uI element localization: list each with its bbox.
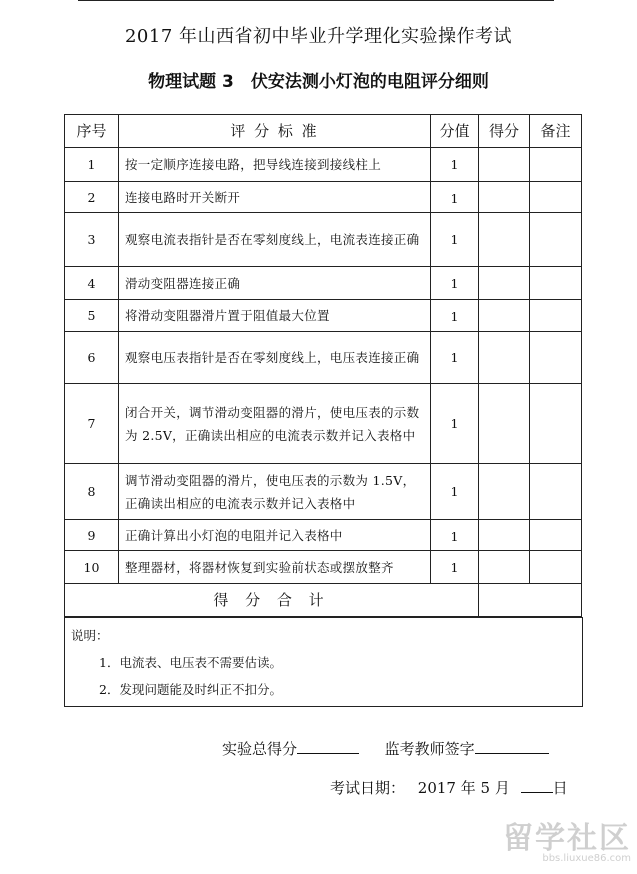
row-criterion: 按一定顺序连接电路，把导线连接到接线柱上 [119,148,431,182]
table-header-row [65,115,582,148]
row-criterion: 观察电压表指针是否在零刻度线上，电压表连接正确 [119,332,431,384]
row-score-cell [479,182,530,213]
notes-label: 说明： [71,628,109,643]
signature-line [222,737,549,759]
row-points: 1 [431,213,479,267]
row-criterion: 正确计算出小灯泡的电阻并记入表格中 [119,520,431,551]
date-day-suffix: 日 [552,779,568,797]
total-row [65,584,582,617]
page-title: 2017 年山西省初中毕业升学理化实验操作考试 [124,26,513,47]
header-points: 分值 [431,115,479,148]
row-points: 1 [431,300,479,332]
row-remarks-cell [530,213,582,267]
row-score-cell [479,384,530,464]
page-subtitle: 物理试题 3 伏安法测小灯泡的电阻评分细则 [148,72,489,92]
total-score-cell [479,584,582,617]
row-number: 10 [65,551,119,584]
table-row [65,332,582,384]
teacher-signature-label: 监考教师签字 [384,740,475,758]
row-number: 2 [65,182,119,213]
watermark [503,813,631,864]
row-number: 8 [65,464,119,520]
row-remarks-cell [530,267,582,300]
row-remarks-cell [530,551,582,584]
row-score-cell [479,464,530,520]
row-score-cell [479,332,530,384]
row-criterion: 闭合开关，调节滑动变阻器的滑片，使电压表的示数为 2.5V，正确读出相应的电流表示数并记入表格中 [119,384,431,464]
row-remarks-cell [530,520,582,551]
header-number: 序号 [65,115,119,148]
row-score-cell [479,267,530,300]
row-number: 6 [65,332,119,384]
row-criterion: 观察电流表指针是否在零刻度线上，电流表连接正确 [119,213,431,267]
table-row [65,213,582,267]
row-points: 1 [431,267,479,300]
table-row [65,148,582,182]
note-item: 2．发现问题能及时纠正不扣分。 [99,682,282,697]
watermark-brand: 留学社区 [503,821,631,856]
table-row [65,267,582,300]
table-row [65,551,582,584]
row-criterion: 滑动变阻器连接正确 [119,267,431,300]
row-score-cell [479,520,530,551]
row-score-cell [479,300,530,332]
row-score-cell [479,148,530,182]
header-score: 得分 [479,115,530,148]
row-criterion: 整理器材，将器材恢复到实验前状态或摆放整齐 [119,551,431,584]
teacher-signature-blank[interactable] [475,737,549,754]
table-row [65,520,582,551]
date-year-month: 2017 年 5 月 [417,779,510,797]
total-label: 得 分 合 计 [65,584,479,617]
row-criterion: 调节滑动变阻器的滑片，使电压表的示数为 1.5V，正确读出相应的电流表示数并记入表格中 [119,464,431,520]
row-remarks-cell [530,464,582,520]
row-points: 1 [431,182,479,213]
row-points: 1 [431,332,479,384]
row-score-cell [479,213,530,267]
row-number: 1 [65,148,119,182]
total-score-blank[interactable] [297,737,359,754]
table-row [65,300,582,332]
notes-section [64,617,583,707]
row-criterion: 将滑动变阻器滑片置于阻值最大位置 [119,300,431,332]
table-row [65,182,582,213]
scoring-table [64,114,582,617]
row-number: 7 [65,384,119,464]
date-day-blank[interactable] [521,776,553,793]
row-remarks-cell [530,182,582,213]
row-remarks-cell [530,384,582,464]
total-score-label: 实验总得分 [222,740,298,758]
row-points: 1 [431,148,479,182]
row-number: 4 [65,267,119,300]
watermark-url: bbs.liuxue86.com [542,853,631,864]
top-rule [78,0,554,1]
exam-date-line [330,776,568,798]
row-remarks-cell [530,300,582,332]
row-number: 5 [65,300,119,332]
header-remarks: 备注 [530,115,582,148]
row-remarks-cell [530,332,582,384]
date-label: 考试日期： [330,779,406,797]
note-item: 1．电流表、电压表不需要估读。 [99,655,282,670]
row-number: 9 [65,520,119,551]
row-criterion: 连接电路时开关断开 [119,182,431,213]
row-number: 3 [65,213,119,267]
table-row [65,384,582,464]
row-points: 1 [431,551,479,584]
row-points: 1 [431,384,479,464]
table-row [65,464,582,520]
row-points: 1 [431,520,479,551]
header-criteria: 评 分 标 准 [119,115,431,148]
row-score-cell [479,551,530,584]
row-remarks-cell [530,148,582,182]
row-points: 1 [431,464,479,520]
